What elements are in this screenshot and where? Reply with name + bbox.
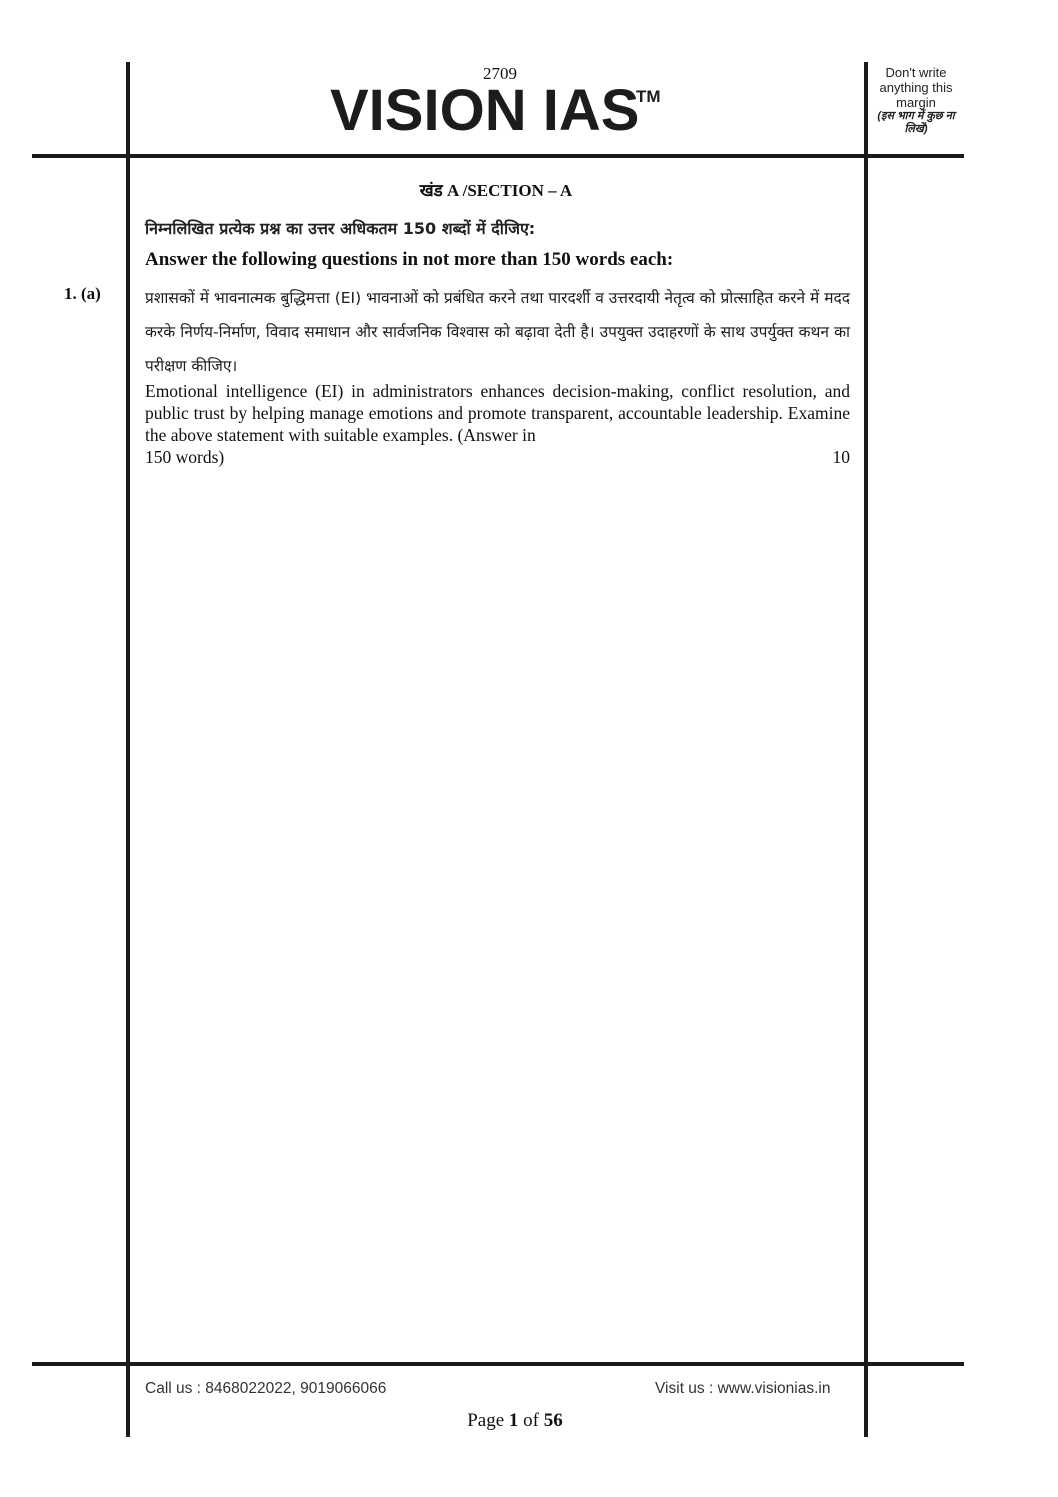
footer-website: Visit us : www.visionias.in xyxy=(655,1380,831,1397)
page-total: 56 xyxy=(543,1410,563,1431)
section-title: खंड A /SECTION – A xyxy=(419,181,573,200)
question-text-english: Emotional intelligence (EI) in administrators enhances decision-making, conflict resolution, and public trust by helping manage emotions and promote transparent, accountable leadership. Examine the above statement with suitable examples. (Answer in xyxy=(145,381,850,445)
page-number xyxy=(0,1410,1030,1432)
page-current: 1 xyxy=(508,1410,519,1431)
question-text-hindi: प्रशासकों में भावनात्मक बुद्धिमत्ता (EI) भावनाओं को प्रबंधित करने तथा पारदर्शी व उत्तरदायी नेतृत्व को प्रोत्साहित करने में मदद करके निर्णय-निर्माण, विवाद समाधान और सार्वजनिक विश्वास को बढ़ावा देती है। उपयुक्त उदाहरणों के साथ उपर्युक्त कथन का परीक्षण कीजिए। xyxy=(145,289,850,375)
trademark-mark: TM xyxy=(636,87,661,106)
page-of: of xyxy=(523,1410,539,1431)
right-margin-line xyxy=(864,62,868,1437)
question-text-english-end: 150 words) xyxy=(145,447,225,467)
header-rule xyxy=(32,154,964,158)
margin-note-hindi: (इस भाग में कुछ ना लिखें) xyxy=(877,110,955,135)
brand-logo: VISION IAS xyxy=(330,78,640,143)
instruction-hindi: निम्नलिखित प्रत्येक प्रश्न का उत्तर अधिकतम 150 शब्दों में दीजिए: xyxy=(145,219,536,238)
page-prefix: Page xyxy=(467,1410,505,1431)
question-marks: 10 xyxy=(832,447,850,467)
instruction-english: Answer the following questions in not more than 150 words each: xyxy=(145,249,674,270)
paper-code: 2709 xyxy=(483,64,517,83)
footer-rule xyxy=(32,1362,964,1366)
question-number: 1. (a) xyxy=(64,284,101,303)
question-last-line xyxy=(145,446,850,468)
left-margin-line xyxy=(126,62,130,1437)
margin-note xyxy=(869,65,963,136)
footer-contact: Call us : 8468022022, 9019066066 xyxy=(145,1380,387,1397)
margin-note-english: Don't write anything this margin xyxy=(879,65,953,110)
question-text-english-block xyxy=(145,380,850,468)
